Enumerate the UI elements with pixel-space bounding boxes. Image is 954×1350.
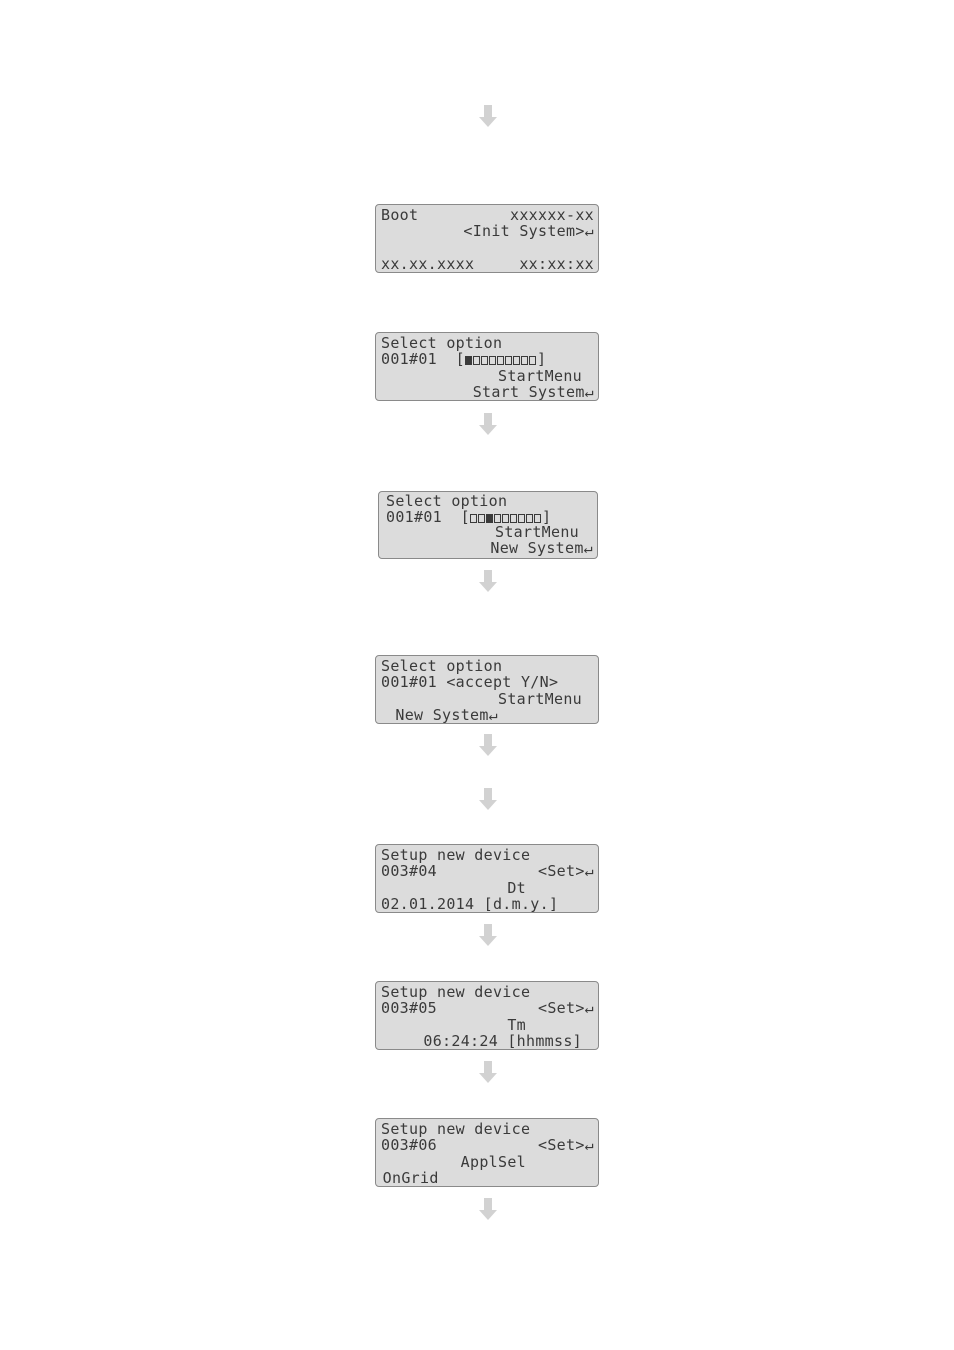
lcd-line: Tm [507, 1015, 526, 1034]
flow-down-arrow-icon [479, 105, 497, 127]
flow-down-arrow-icon [479, 924, 497, 946]
option-cell [513, 356, 520, 365]
lcd-line: Setup new device [381, 983, 531, 1001]
flow-down-arrow-icon [479, 413, 497, 435]
lcd-line: New System↵ [490, 538, 593, 557]
lcd-line: Start System↵ [472, 383, 594, 402]
lcd-line: 001#01 <accept Y/N> [381, 673, 559, 692]
lcd-line: OnGrid [382, 1169, 439, 1188]
flow-down-arrow-icon [479, 1198, 497, 1220]
flow-down-arrow-icon [479, 1061, 497, 1083]
lcd-line: 02.01.2014 [d.m.y.] [381, 895, 559, 914]
lcd-line: 001#01 [ ] [381, 350, 547, 369]
option-cell [526, 514, 533, 523]
lcd-line: Select option [381, 334, 503, 352]
option-cell [478, 514, 485, 523]
option-cell [494, 514, 501, 523]
lcd-line: Setup new device [381, 846, 531, 864]
lcd-screen-select-accept [375, 655, 599, 724]
lcd-line: Dt [507, 878, 526, 897]
lcd-screen-setup-appl [375, 1118, 599, 1187]
option-cell [521, 356, 528, 365]
lcd-line: 001#01 [ ] [386, 507, 552, 526]
option-cell-active [465, 356, 472, 365]
lcd-line: Select option [386, 492, 508, 510]
lcd-screen-select-start-system [375, 332, 599, 401]
lcd-line [381, 240, 594, 256]
option-cell [505, 356, 512, 365]
lcd-screen-setup-time [375, 981, 599, 1050]
option-cells [470, 508, 542, 526]
option-cell-active [486, 514, 493, 523]
lcd-line: 003#05 <Set>↵ [381, 999, 594, 1018]
flow-down-arrow-icon [479, 788, 497, 810]
lcd-line: StartMenu [498, 689, 582, 708]
option-cell [510, 514, 517, 523]
option-cell [534, 514, 541, 523]
option-cell [481, 356, 488, 365]
flow-down-arrow-icon [479, 734, 497, 756]
lcd-line: <Init System>↵ [463, 222, 594, 241]
option-cells [465, 350, 537, 368]
lcd-line: StartMenu [495, 523, 579, 542]
option-cell [529, 356, 536, 365]
lcd-line: New System↵ [395, 706, 499, 725]
lcd-line: Boot xxxxxx-xx [381, 206, 594, 224]
lcd-screen-boot [375, 204, 599, 273]
flow-down-arrow-icon [479, 570, 497, 592]
lcd-screen-setup-date [375, 844, 599, 913]
option-cell [473, 356, 480, 365]
lcd-line: 003#04 <Set>↵ [381, 862, 594, 881]
lcd-screen-select-new-system [378, 491, 598, 559]
lcd-line: ApplSel [460, 1152, 526, 1171]
lcd-line: Select option [381, 657, 503, 675]
lcd-line: StartMenu [498, 366, 582, 385]
option-cell [497, 356, 504, 365]
option-cell [502, 514, 509, 523]
option-cell [470, 514, 477, 523]
lcd-line: xx.xx.xxxx xx:xx:xx [381, 255, 594, 274]
lcd-line: 003#06 <Set>↵ [381, 1136, 594, 1155]
option-cell [489, 356, 496, 365]
lcd-line: 06:24:24 [hhmmss] [423, 1032, 582, 1051]
option-cell [518, 514, 525, 523]
lcd-line: Setup new device [381, 1120, 531, 1138]
